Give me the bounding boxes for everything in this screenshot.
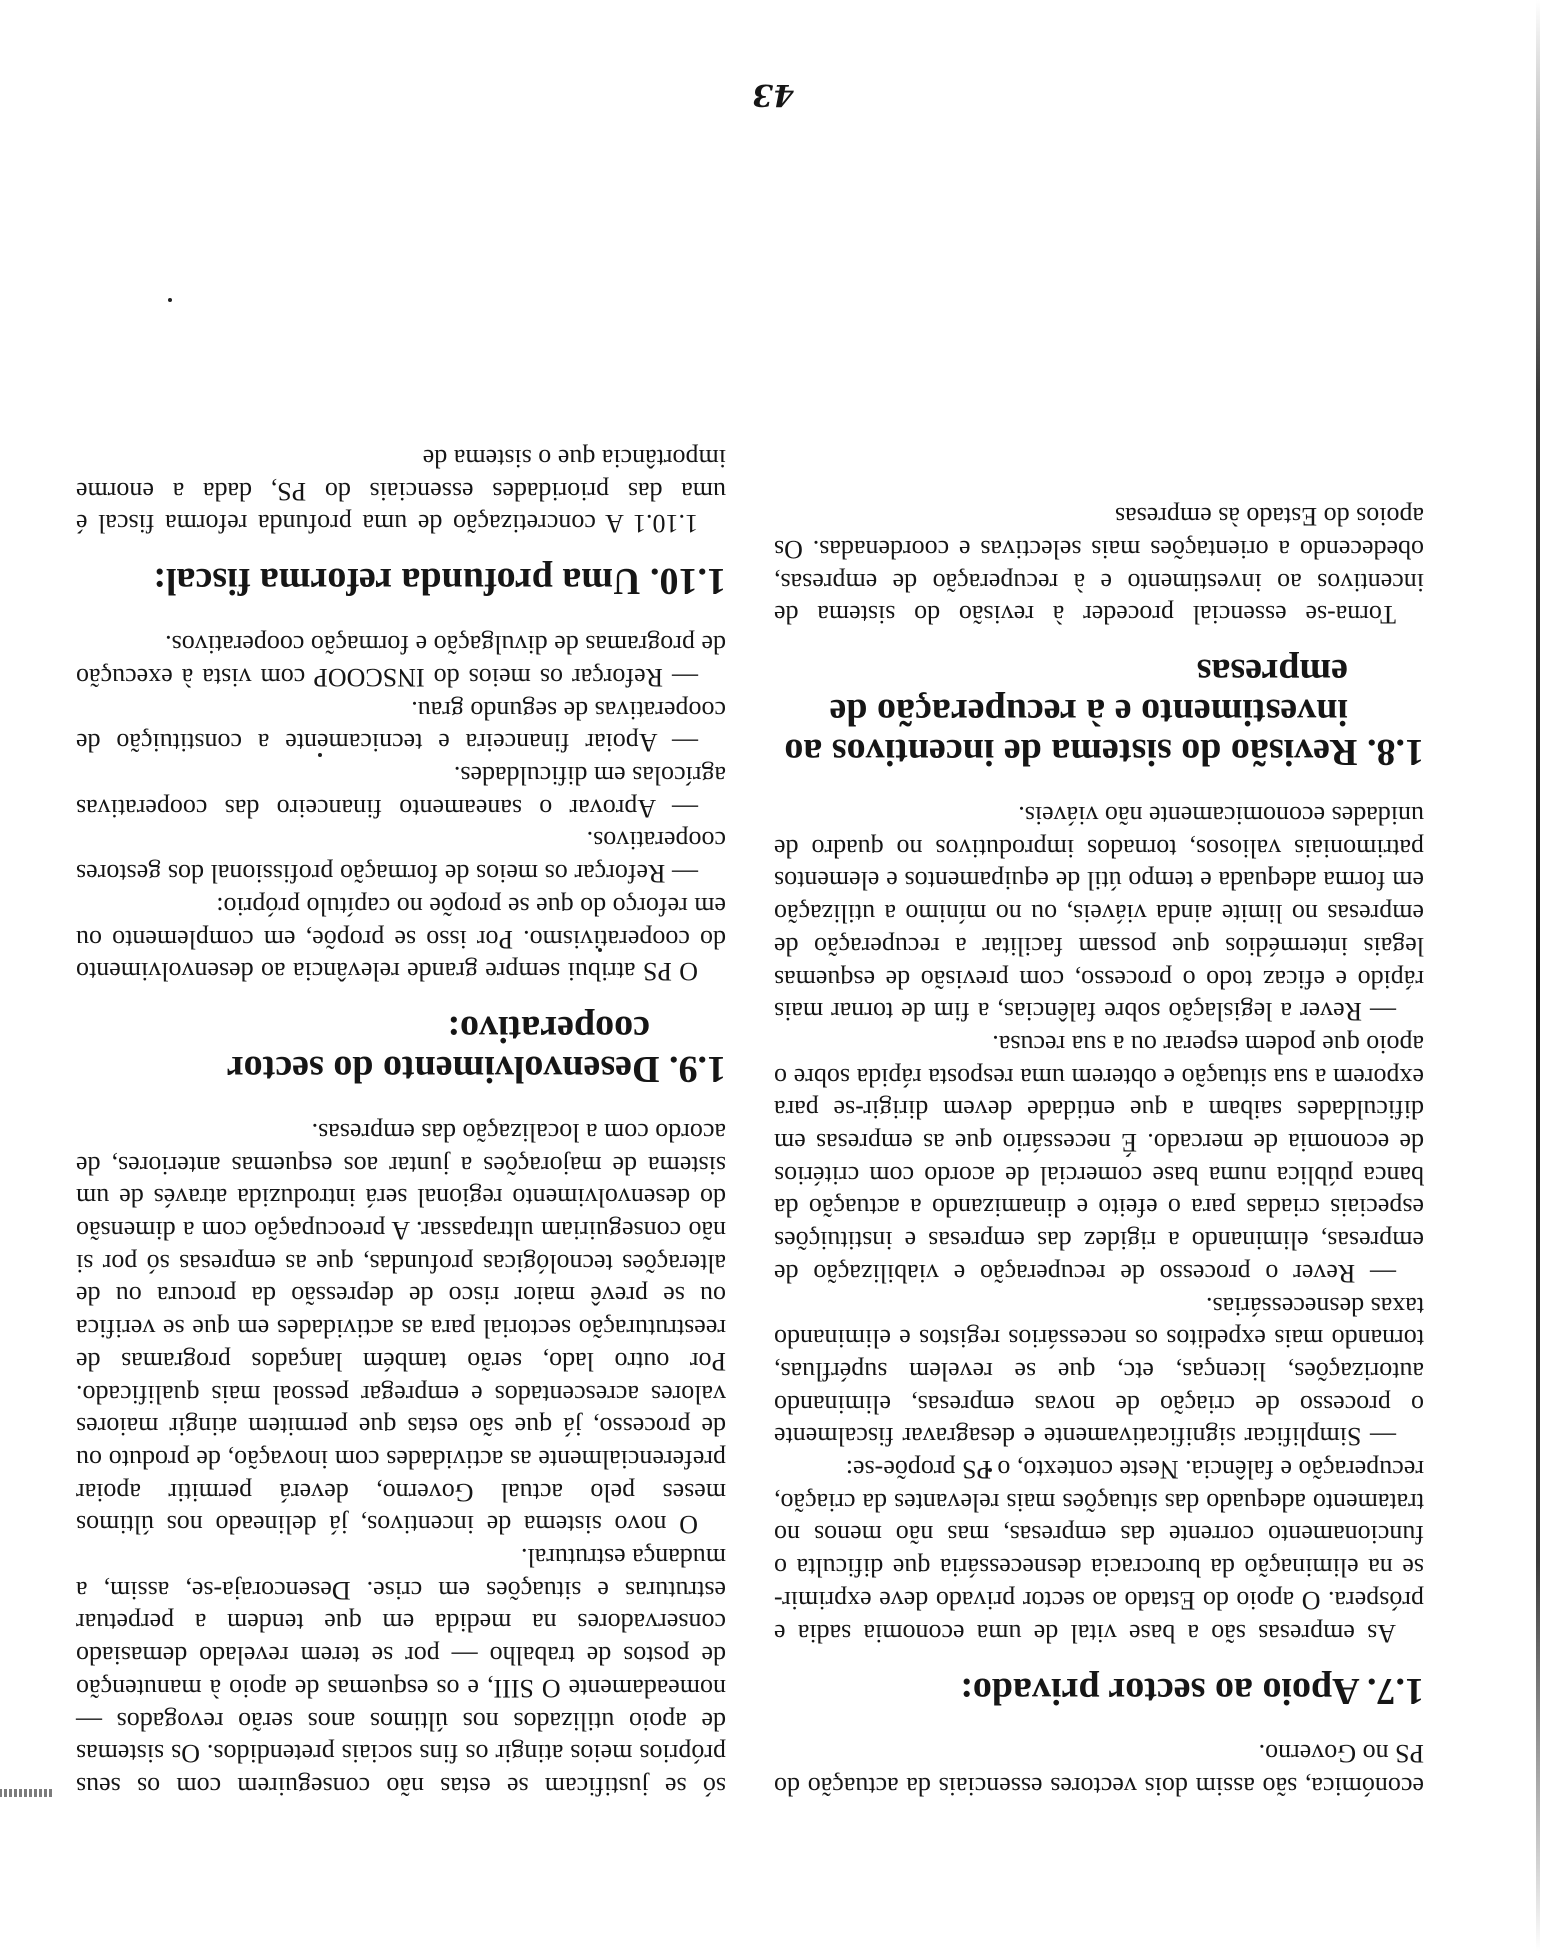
- scan-edge-shadow: [1536, 0, 1540, 1952]
- section-1-10-heading: 1.10. Uma profunda reforma fiscal:: [153, 560, 726, 603]
- section-1-7-intro: As empresas são a base vital de uma economia sadia e próspera. O apoio do Estado ao sector privado deve exprimir-se na eliminação da burocracia desnecessária que dificulta o funcionamento corrente das empresas, mas não menos no tratamento adequado das situações mais relevantes da criação, recuperação e falência. Neste contexto, o PS propõe-se:: [774, 1455, 1424, 1648]
- section-1-9-heading: 1.9. Desenvolvimento do sector cooperativo:: [227, 1008, 726, 1091]
- section-1-10-paragraph: 1.10.1 A concretização de uma profunda reforma fiscal é uma das prioridades essenciais do PS, dada a enorme importância que o sistema de: [76, 444, 726, 539]
- section-1-7-heading: 1.7. Apoio ao sector privado:: [960, 1669, 1424, 1712]
- scan-edge-mark: [0, 1789, 52, 1797]
- section-1-8-continuation: só se justificam se estas não conseguirem com os seus próprios meios atingir os fins sociais pretendidos. Os sistemas de apoio utilizados nos últimos anos serão revogados — nomeadamente O SIII, e os esquemas de apoio à manutenção de postos de trabalho — por se terem revelado demasiado conservadores na medida em que tendem a perpetuar estruturas e situações em crise. Desencoraja-se, assim, a mudança estrutural.: [76, 1543, 726, 1801]
- dust-speck: [168, 298, 172, 302]
- page-number: 43: [752, 77, 794, 112]
- right-column: [76, 441, 726, 1802]
- section-1-8-heading: 1.8. Revisão do sistema de incentivos ao investimento e à recuperação de empresas: [784, 651, 1424, 774]
- section-1-9-item-inscoop: — Reforçar os meios do INSCOOP com vista à execução de programas de divulgação e formação cooperativos.: [76, 630, 726, 692]
- section-1-9-intro: O PS atribui sempre grande relevância ao desenvolvimento do cooperativismo. Por isso se propõe, em complemento ou em reforço do que se propõe no capítulo próprio:: [76, 891, 726, 987]
- section-1-8-paragraph: Torna-se essencial proceder à revisão do sistema de incentivos ao investimento e à recuperação de empresas, obedecendo a orientações mais selectivas e coordenadas. Os apoios do Estado às empresas: [774, 502, 1424, 630]
- section-1-7-item-simplify: — Simplificar significativamente e desagravar fiscalmente o processo de criação de novas empresas, eliminando autorizações, licenças, etc, que se revelem supérfluas, tornando mais expeditos os necessários registos e eliminando taxas desnecessárias.: [774, 1291, 1424, 1452]
- section-1-9-item-finance: — Aprovar o saneamento financeiro das cooperativas agrícolas em dificuldades.: [76, 761, 726, 823]
- section-1-9-item-training: — Reforçar os meios de formação profissional dos gestores cooperativos.: [76, 826, 726, 889]
- section-1-9-item-second-degree: — Apoiar financeira e tecnicamente a constituição de cooperativas de segundo grau.: [76, 695, 726, 758]
- section-1-7-item-bankruptcy: — Rever a legislação sobre falências, a fim de tornar mais rápido e eficaz todo o processo, com previsão de esquemas legais intermédios que possam facilitar a recuperação de empresas no limite ainda viáveis, ou no mínimo a utilização em forma adequada e tempo útil de equipamentos e elementos patrimoniais valiosos, tornados improdutivos no quadro de unidades economicamente não viáveis.: [774, 801, 1424, 1027]
- left-column: [774, 500, 1424, 1803]
- section-1-8-incentives-paragraph: O novo sistema de incentivos, já delineado nos últimos meses pelo actual Governo, deverá permitir apoiar preferencialmente as actividades com inovação, de produto ou de processo, já que são estas que permitem atingir maiores valores acrescentados e empregar pessoal mais qualificado. Por outro lado, serão também lançados programas de reestruturação sectorial para as actividades em que se verifica ou se prevê maior risco de depressão da procura ou de alterações tecnológicas profundas, que as empresas só por si não conseguiriam ultrapassar. A preocupação com a dimensão do desenvolvimento regional será introduzida através de um sistema de majorações a juntar aos esquemas anteriores, de acordo com a localização das empresas.: [76, 1117, 726, 1540]
- continued-paragraph: económica, são assim dois vectores essenciais da actuação do PS no Governo.: [774, 1739, 1424, 1801]
- section-1-7-item-recovery: — Rever o processo de recuperação e viabilização de empresas, eliminando a rigidez das empresas e instituições especiais criadas para o efeito e dinamizando a actuação da banca pública numa base comercial de acordo com critérios de economia de mercado. É necessário que as empresas em dificuldades saibam a que entidade devem dirigir-se para exporem a sua situação e obterem uma resposta rápida sobre o apoio que podem esperar ou a sua recusa.: [774, 1029, 1424, 1288]
